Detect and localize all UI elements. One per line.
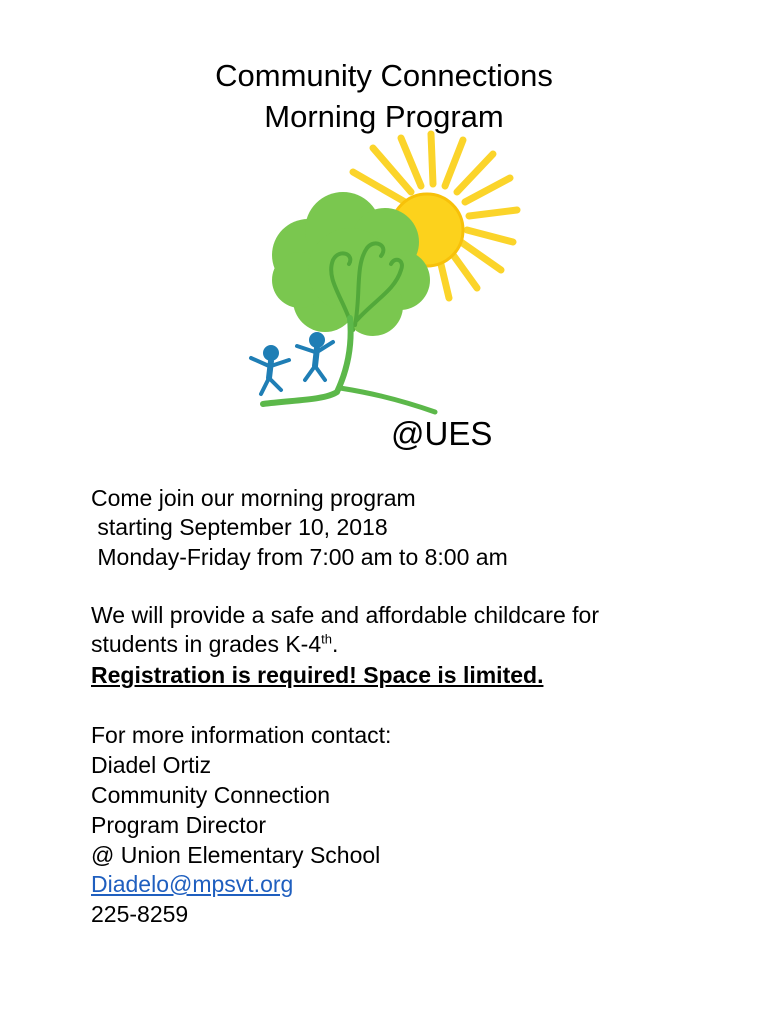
provide-line-2 [91,629,338,659]
provide-line-2-suffix: . [331,631,339,657]
registration-notice: Registration is required! Space is limited. [91,662,544,688]
title-line-2: Morning Program [264,99,504,134]
contact-email-link[interactable]: Diadelo@mpsvt.org [91,871,294,897]
contact-school: @ Union Elementary School [91,842,381,868]
child-figure-1 [251,345,289,394]
intro-line-3: Monday-Friday from 7:00 am to 8:00 am [91,544,508,570]
child-figure-2 [297,332,333,380]
intro-line-2: starting September 10, 2018 [91,514,388,540]
tree-trunk [263,318,351,404]
provide-line-1: We will provide a safe and affordable childcare for [91,602,599,628]
title-line-1: Community Connections [215,58,553,93]
contact-heading: For more information contact: [91,722,392,748]
location-tag: @UES [391,415,493,452]
intro-line-1: Come join our morning program [91,485,416,511]
tree-sun-children-icon [205,130,535,415]
provide-line-2-text: students in grades K-4 [91,631,322,657]
provide-line-2-superscript: th [321,631,332,647]
contact-organization: Community Connection [91,782,331,808]
contact-name: Diadel Ortiz [91,752,212,778]
contact-role: Program Director [91,812,267,838]
contact-phone: 225-8259 [91,901,189,927]
